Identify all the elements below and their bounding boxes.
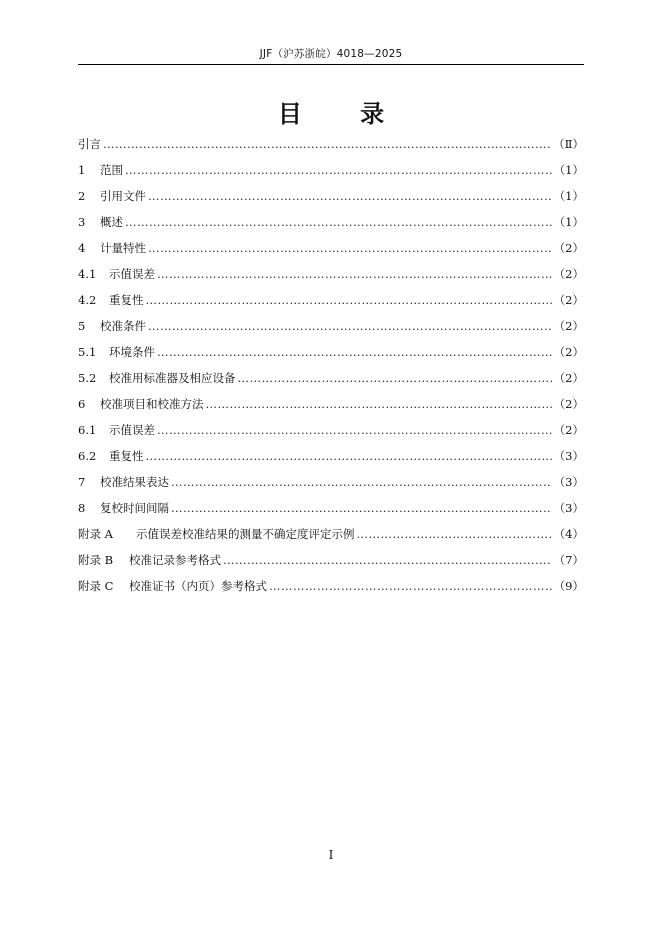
toc-entry-number: 4.2 xyxy=(78,293,97,307)
toc-entry-page: （2） xyxy=(553,345,584,359)
toc-entry-page: （2） xyxy=(553,423,584,437)
toc-entry-label: 概述 xyxy=(100,215,123,229)
toc-entry-page: （1） xyxy=(553,163,584,177)
toc-entry-number: 6.2 xyxy=(78,449,97,463)
toc-entry-page: （4） xyxy=(553,527,584,541)
toc-entry-page: （2） xyxy=(553,293,584,307)
toc-entry-label: 校准记录参考格式 xyxy=(129,553,221,567)
toc-entry-page: （9） xyxy=(553,579,584,593)
toc-leader-dots xyxy=(148,317,552,335)
document-header: JJF（沪苏浙皖）4018—2025 xyxy=(259,48,403,60)
toc-entry-page: （1） xyxy=(553,189,584,203)
toc-leader-dots xyxy=(148,239,552,257)
toc-entry-page: （3） xyxy=(553,501,584,515)
toc-leader-dots xyxy=(357,525,552,543)
toc-entry-page: （2） xyxy=(553,371,584,385)
toc-entry-label: 校准结果表达 xyxy=(100,475,169,489)
toc-entry-3[interactable] xyxy=(78,213,584,239)
toc-leader-dots xyxy=(157,421,552,439)
toc-entry-number: 8 xyxy=(78,501,86,515)
toc-leader-dots xyxy=(148,187,552,205)
toc-leader-dots xyxy=(146,291,552,309)
toc-entry-page: （7） xyxy=(553,553,584,567)
toc-leader-dots xyxy=(125,213,552,231)
toc-leader-dots xyxy=(269,577,552,595)
toc-entry-label: 示值误差 xyxy=(109,423,155,437)
toc-entry-label: 引用文件 xyxy=(100,189,146,203)
toc-leader-dots xyxy=(157,265,552,283)
toc-entry-appendix-c[interactable] xyxy=(78,577,584,603)
toc-entry-page: （3） xyxy=(553,449,584,463)
toc-entry-label: 重复性 xyxy=(109,293,144,307)
toc-entry-page: （2） xyxy=(553,241,584,255)
toc-entry-5-1[interactable] xyxy=(78,343,584,369)
page-number: I xyxy=(328,848,334,862)
toc-leader-dots xyxy=(238,369,552,387)
toc-leader-dots xyxy=(206,395,552,413)
toc-entry-label: 示值误差 xyxy=(109,267,155,281)
toc-leader-dots xyxy=(223,551,552,569)
toc-entry-label: 校准项目和校准方法 xyxy=(100,397,204,411)
toc-entry-number: 5.2 xyxy=(78,371,97,385)
toc-entry-page: （1） xyxy=(553,215,584,229)
toc-entry-appendix-a[interactable] xyxy=(78,525,584,551)
toc-entry-6-1[interactable] xyxy=(78,421,584,447)
toc-entry-number: 4.1 xyxy=(78,267,97,281)
toc-entry-label: 示值误差校准结果的测量不确定度评定示例 xyxy=(136,527,355,541)
toc-leader-dots xyxy=(125,161,552,179)
toc-entry-8[interactable] xyxy=(78,499,584,525)
toc-entry-label: 校准条件 xyxy=(100,319,146,333)
toc-entry-page: （2） xyxy=(553,319,584,333)
toc-entry-label: 范围 xyxy=(100,163,123,177)
toc-entry-7[interactable] xyxy=(78,473,584,499)
toc-entry-label: 引言 xyxy=(78,137,101,151)
toc-entry-number: 7 xyxy=(78,475,86,489)
toc-entry-page: （2） xyxy=(553,397,584,411)
toc-entry-label: 校准证书（内页）参考格式 xyxy=(129,579,267,593)
toc-leader-dots xyxy=(103,135,551,153)
toc-entry-introduction[interactable] xyxy=(78,135,584,161)
toc-entry-number: 4 xyxy=(78,241,86,255)
toc-entry-page: （3） xyxy=(553,475,584,489)
toc-leader-dots xyxy=(157,343,552,361)
toc-entry-number: 附录 C xyxy=(78,579,114,593)
toc-leader-dots xyxy=(146,447,552,465)
toc-entry-appendix-b[interactable] xyxy=(78,551,584,577)
toc-entry-label: 复校时间间隔 xyxy=(100,501,169,515)
toc-entry-4-1[interactable] xyxy=(78,265,584,291)
toc-entry-1[interactable] xyxy=(78,161,584,187)
toc-entry-number: 3 xyxy=(78,215,86,229)
toc-entry-5[interactable] xyxy=(78,317,584,343)
toc-entry-4[interactable] xyxy=(78,239,584,265)
header-divider xyxy=(78,64,584,65)
toc-leader-dots xyxy=(171,473,552,491)
toc-entry-6[interactable] xyxy=(78,395,584,421)
toc-entry-label: 计量特性 xyxy=(100,241,146,255)
toc-entry-6-2[interactable] xyxy=(78,447,584,473)
toc-leader-dots xyxy=(171,499,552,517)
toc-entry-number: 附录 B xyxy=(78,553,114,567)
toc-entry-label: 校准用标准器及相应设备 xyxy=(109,371,236,385)
toc-entry-number: 6.1 xyxy=(78,423,97,437)
toc-entry-number: 6 xyxy=(78,397,86,411)
toc-entry-number: 5 xyxy=(78,319,86,333)
page-title: 目 录 xyxy=(277,100,385,128)
toc-entry-2[interactable] xyxy=(78,187,584,213)
toc-entry-label: 环境条件 xyxy=(109,345,155,359)
toc-entry-number: 附录 A xyxy=(78,527,113,541)
table-of-contents xyxy=(78,135,584,603)
toc-entry-number: 5.1 xyxy=(78,345,97,359)
toc-entry-number: 2 xyxy=(78,189,86,203)
toc-entry-number: 1 xyxy=(78,163,86,177)
toc-entry-page: （Ⅱ） xyxy=(553,137,584,151)
toc-entry-page: （2） xyxy=(553,267,584,281)
toc-entry-5-2[interactable] xyxy=(78,369,584,395)
toc-entry-4-2[interactable] xyxy=(78,291,584,317)
toc-entry-label: 重复性 xyxy=(109,449,144,463)
